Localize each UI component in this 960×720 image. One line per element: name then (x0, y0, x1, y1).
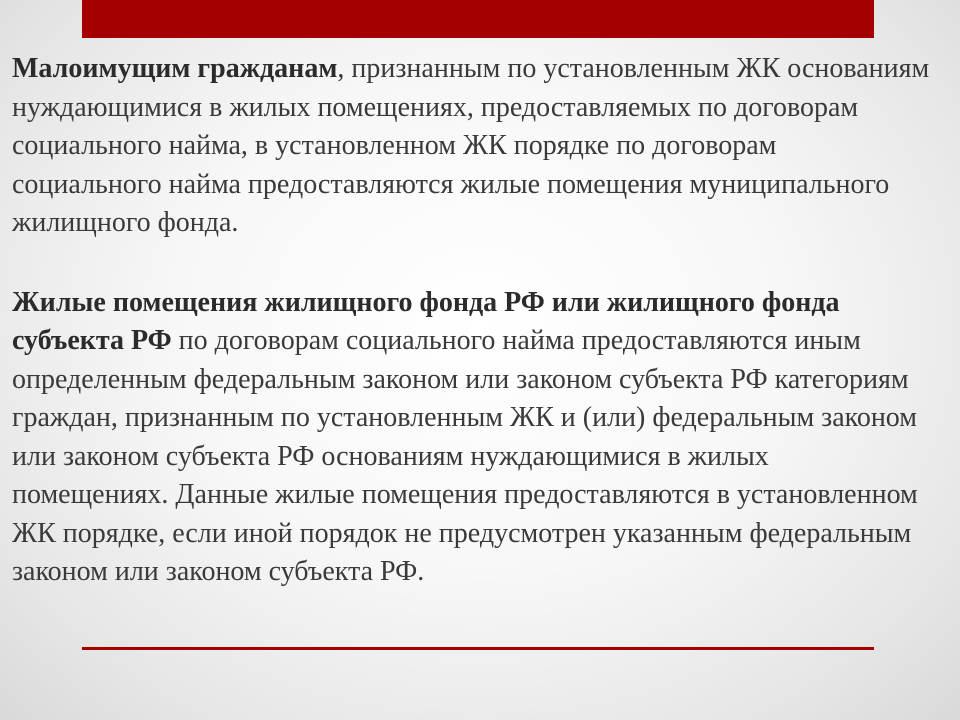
paragraph-2-bold-lead: Жилые помещения жилищного фонда РФ или жилищного фонда субъекта РФ (12, 286, 840, 356)
paragraph-2-text: по договорам социального найма предоставляются иным определенным федеральным законом или законом субъекта РФ категориям граждан, признанным по установленным ЖК и (или) федеральным законом или законом субъекта РФ основаниям нуждающимися в жилых помещениях. Данные жилые помещения предоставляются в установленном ЖК порядке, если иной порядок не предусмотрен указанным федеральным законом или законом субъекта РФ. (12, 325, 918, 587)
top-accent-bar (82, 0, 874, 38)
paragraph-1 (12, 50, 932, 243)
slide-content (12, 50, 932, 592)
paragraph-2 (12, 284, 932, 592)
paragraph-1-bold-lead: Малоимущим гражданам (12, 53, 338, 84)
bottom-accent-line (82, 647, 874, 650)
paragraph-1-text: , признанным по установленным ЖК основаниям нуждающимися в жилых помещениях, предоставляемых по договорам социального найма, в установленном ЖК порядке по договорам социального найма предоставляются жилые помещения муниципального жилищного фонда. (12, 53, 930, 238)
